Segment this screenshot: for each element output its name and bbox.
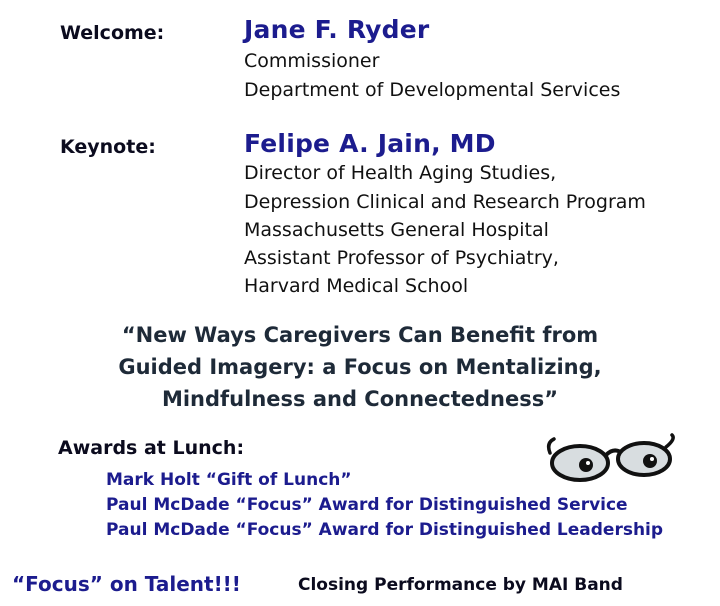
keynote-affiliation-line: Director of Health Aging Studies, <box>244 162 557 184</box>
welcome-label: Welcome: <box>60 22 165 44</box>
eyeglasses-icon <box>544 433 680 483</box>
welcome-speaker-title: Commissioner <box>244 50 380 72</box>
award-item: Mark Holt “Gift of Lunch” <box>106 470 352 490</box>
welcome-speaker-department: Department of Developmental Services <box>244 79 621 101</box>
keynote-label: Keynote: <box>60 136 156 158</box>
talk-title-line: “New Ways Caregivers Can Benefit from <box>121 323 599 347</box>
award-item: Paul McDade “Focus” Award for Distinguished Service <box>106 495 628 515</box>
award-item: Paul McDade “Focus” Award for Distinguished Leadership <box>106 520 664 540</box>
keynote-affiliation-line: Assistant Professor of Psychiatry, <box>244 247 559 269</box>
keynote-affiliation-line: Massachusetts General Hospital <box>244 219 549 241</box>
welcome-speaker-name: Jane F. Ryder <box>244 15 430 44</box>
talk-title-line: Guided Imagery: a Focus on Mentalizing, <box>118 355 602 379</box>
keynote-affiliation-line: Depression Clinical and Research Program <box>244 191 646 213</box>
closing-performance: Closing Performance by MAI Band <box>298 575 623 595</box>
keynote-speaker-name: Felipe A. Jain, MD <box>244 129 496 158</box>
awards-heading: Awards at Lunch: <box>58 437 245 459</box>
focus-tagline: “Focus” on Talent!!! <box>12 572 241 596</box>
keynote-affiliation-line: Harvard Medical School <box>244 275 469 297</box>
talk-title-line: Mindfulness and Connectedness” <box>161 387 559 411</box>
